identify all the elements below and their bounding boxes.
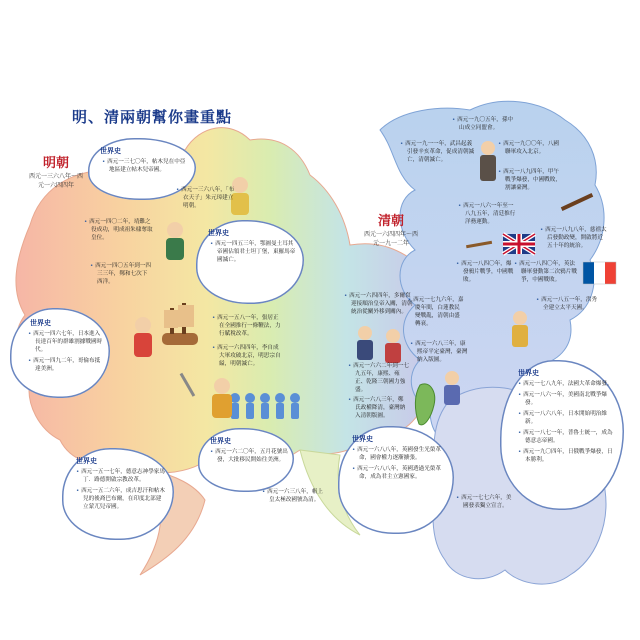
bullet-icon: • <box>212 345 218 351</box>
bullet-icon: • <box>514 261 520 267</box>
note: • 西元一六三八年，帳上皇太極改國號為清。 <box>262 489 324 503</box>
world-history-cloud-7 <box>500 360 624 510</box>
note: • 西元一三六八年，「布衣天子」朱元璋建立明朝。 <box>176 187 235 209</box>
bullet-icon: • <box>212 315 218 321</box>
note: • 西元一七七六年，美國發表獨立宣言。 <box>456 495 512 509</box>
note: • 西元一八六一年至一八九五年，清廷推行洋務運動。 <box>458 203 516 225</box>
note: • 西元一七八九年，法國大革命爆發。 <box>518 381 613 387</box>
france-flag-icon <box>583 262 616 284</box>
bullet-icon: • <box>28 358 34 364</box>
note: • 西元一九一一年，武昌起義引發辛亥革命，促成清朝滅亡，清朝滅亡。 <box>400 141 475 163</box>
note: • 西元一九〇五年，孫中山成立同盟會。 <box>452 117 514 131</box>
bullet-icon: • <box>348 397 354 403</box>
note: • 西元一六二〇年，五月花號出發，大批移民開始往美洲。 <box>210 449 288 463</box>
world-history-cloud-2 <box>196 220 304 304</box>
warrior-figure-icon <box>212 378 232 418</box>
world-history-cloud-5 <box>198 428 294 492</box>
note: • 西元一七九六年，嘉慶年間，白蓮教民變戰亂，清朝由盛轉衰。 <box>408 297 464 327</box>
note: • 西元一九〇〇年，八國聯軍攻入北京。 <box>498 141 560 155</box>
bullet-icon: • <box>452 117 458 123</box>
note: • 西元一六四四年，李自成大軍攻破北京，明思宗自縊，明朝滅亡。 <box>212 345 281 367</box>
note: • 西元一六八八年，英國發生光榮革命，國會權力逐漸擴張。 <box>352 447 441 461</box>
note: • 西元一五二六年，成吉思汗和帖木兒的後裔巴布爾，在印度北部建立蒙兀兒帝國。 <box>76 488 165 510</box>
ming-label <box>28 152 84 189</box>
bullet-icon: • <box>400 141 406 147</box>
bullet-icon: • <box>458 203 464 209</box>
note: • 西元一四〇二年，靖難之役成功，明成祖朱棣奪取皇位。 <box>84 219 153 241</box>
bullet-icon: • <box>210 241 216 247</box>
bullet-icon: • <box>90 263 96 269</box>
bullet-icon: • <box>540 227 546 233</box>
note: • 西元一四六七年，日本進入長達百年的群雄割據戰國時代。 <box>28 331 103 353</box>
world-history-label: 世界史 <box>518 369 539 377</box>
world-history-cloud-4 <box>62 448 174 540</box>
kangxi-figure-icon <box>444 371 460 405</box>
ming-name: 明朝 <box>42 156 69 171</box>
bullet-icon: • <box>344 293 350 299</box>
note: • 西元一三七〇年，帖木兒在中亞地區建立帖木兒帝國。 <box>102 159 186 173</box>
note: • 西元一四九二年，哥倫布抵達美洲。 <box>28 358 101 372</box>
bullet-icon: • <box>456 495 462 501</box>
qing-name: 清朝 <box>377 214 404 229</box>
uk-flag-icon <box>503 234 535 254</box>
bullet-icon: • <box>498 141 504 147</box>
note: • 西元一五一七年，德意志神學家馬丁．路德開啟宗教改革。 <box>76 469 165 483</box>
bullet-icon: • <box>76 469 82 475</box>
bullet-icon: • <box>518 449 524 455</box>
zheng-he-figure-icon <box>166 222 184 260</box>
bullet-icon: • <box>102 159 108 165</box>
ming-range: 西元一三六八年～西元一六四四年 <box>28 173 83 189</box>
world-history-label: 世界史 <box>208 229 229 237</box>
note: • 西元一八七一年，普魯士統一，成為德意志帝國。 <box>518 430 613 444</box>
bullet-icon: • <box>518 430 524 436</box>
note: • 西元一九〇四年，日俄戰爭爆發，日本勝利。 <box>518 449 613 463</box>
note: • 西元一八四〇年，爆發鴉片戰爭，中國戰敗。 <box>456 261 514 283</box>
note: • 西元一六八三年，鄭氏政權降清，臺灣納入清朝版圖。 <box>348 397 406 419</box>
official-figure-icon <box>134 317 152 357</box>
bullet-icon: • <box>518 411 524 417</box>
world-history-label: 世界史 <box>30 319 51 327</box>
world-history-label: 世界史 <box>100 147 121 155</box>
bullet-icon: • <box>28 331 34 337</box>
bullet-icon: • <box>352 466 358 472</box>
note: • 西元一八九四年，甲午戰爭爆發，中國戰敗，割讓臺灣。 <box>498 169 561 191</box>
bullet-icon: • <box>536 297 542 303</box>
note: • 西元一六八八年，英國透過光榮革命，成為君主立憲國家。 <box>352 466 441 480</box>
world-history-label: 世界史 <box>76 457 97 465</box>
bullet-icon: • <box>408 297 414 303</box>
note: • 西元一八六一年，美國南北戰爭爆發。 <box>518 392 607 406</box>
bullet-icon: • <box>352 447 358 453</box>
note: • 西元一八五一年，洪秀全建立太平天國。 <box>536 297 598 311</box>
bullet-icon: • <box>210 449 216 455</box>
bullet-icon: • <box>348 363 354 369</box>
bullet-icon: • <box>498 169 504 175</box>
world-history-label: 世界史 <box>210 437 231 445</box>
world-history-cloud-6 <box>338 426 454 534</box>
note: • 西元一八四〇年，英法聯軍發動第二次鴉片戰爭，中國戰敗。 <box>514 261 577 283</box>
note: • 西元一四〇五年到一四三三年，鄭和七次下西洋。 <box>90 263 152 285</box>
note: • 西元一六四四年，多爾袞迎接順治皇帝入關，清朝統治從關外移到關內。 <box>344 293 413 315</box>
bullet-icon: • <box>84 219 90 225</box>
bullet-icon: • <box>76 488 82 494</box>
note: • 西元一四五三年，鄂圖曼土耳其帝國佔領君士坦丁堡，東羅馬帝國滅亡。 <box>210 241 296 263</box>
note: • 西元一六六二年到一七九五年，康熙、雍正、乾隆三朝國力強盛。 <box>348 363 410 393</box>
qing-label <box>362 210 420 247</box>
note: • 西元一八六八年，日本開始明治維新。 <box>518 411 607 425</box>
qing-range: 西元一六四四年～西元一九一二年 <box>363 231 418 247</box>
note: • 西元一六八三年，康熙帝平定臺灣，臺灣納入版圖。 <box>410 341 468 363</box>
bullet-icon: • <box>456 261 462 267</box>
world-history-cloud-3 <box>10 308 110 398</box>
bullet-icon: • <box>518 392 524 398</box>
note: • 西元一八九八年，慈禧太后發動政變，開啟將近五十年的統治。 <box>540 227 607 249</box>
bullet-icon: • <box>262 489 268 495</box>
world-history-label: 世界史 <box>352 435 373 443</box>
page-title: 明、清兩朝幫你畫重點 <box>72 108 233 126</box>
sun-yatsen-figure-icon <box>480 141 496 181</box>
hong-xiuquan-figure-icon <box>512 311 528 347</box>
bullet-icon: • <box>518 381 524 387</box>
bullet-icon: • <box>410 341 416 347</box>
note: • 西元一五八一年，張居正在全國推行一條鞭法，力行賦稅改革。 <box>212 315 281 337</box>
bullet-icon: • <box>176 187 182 193</box>
